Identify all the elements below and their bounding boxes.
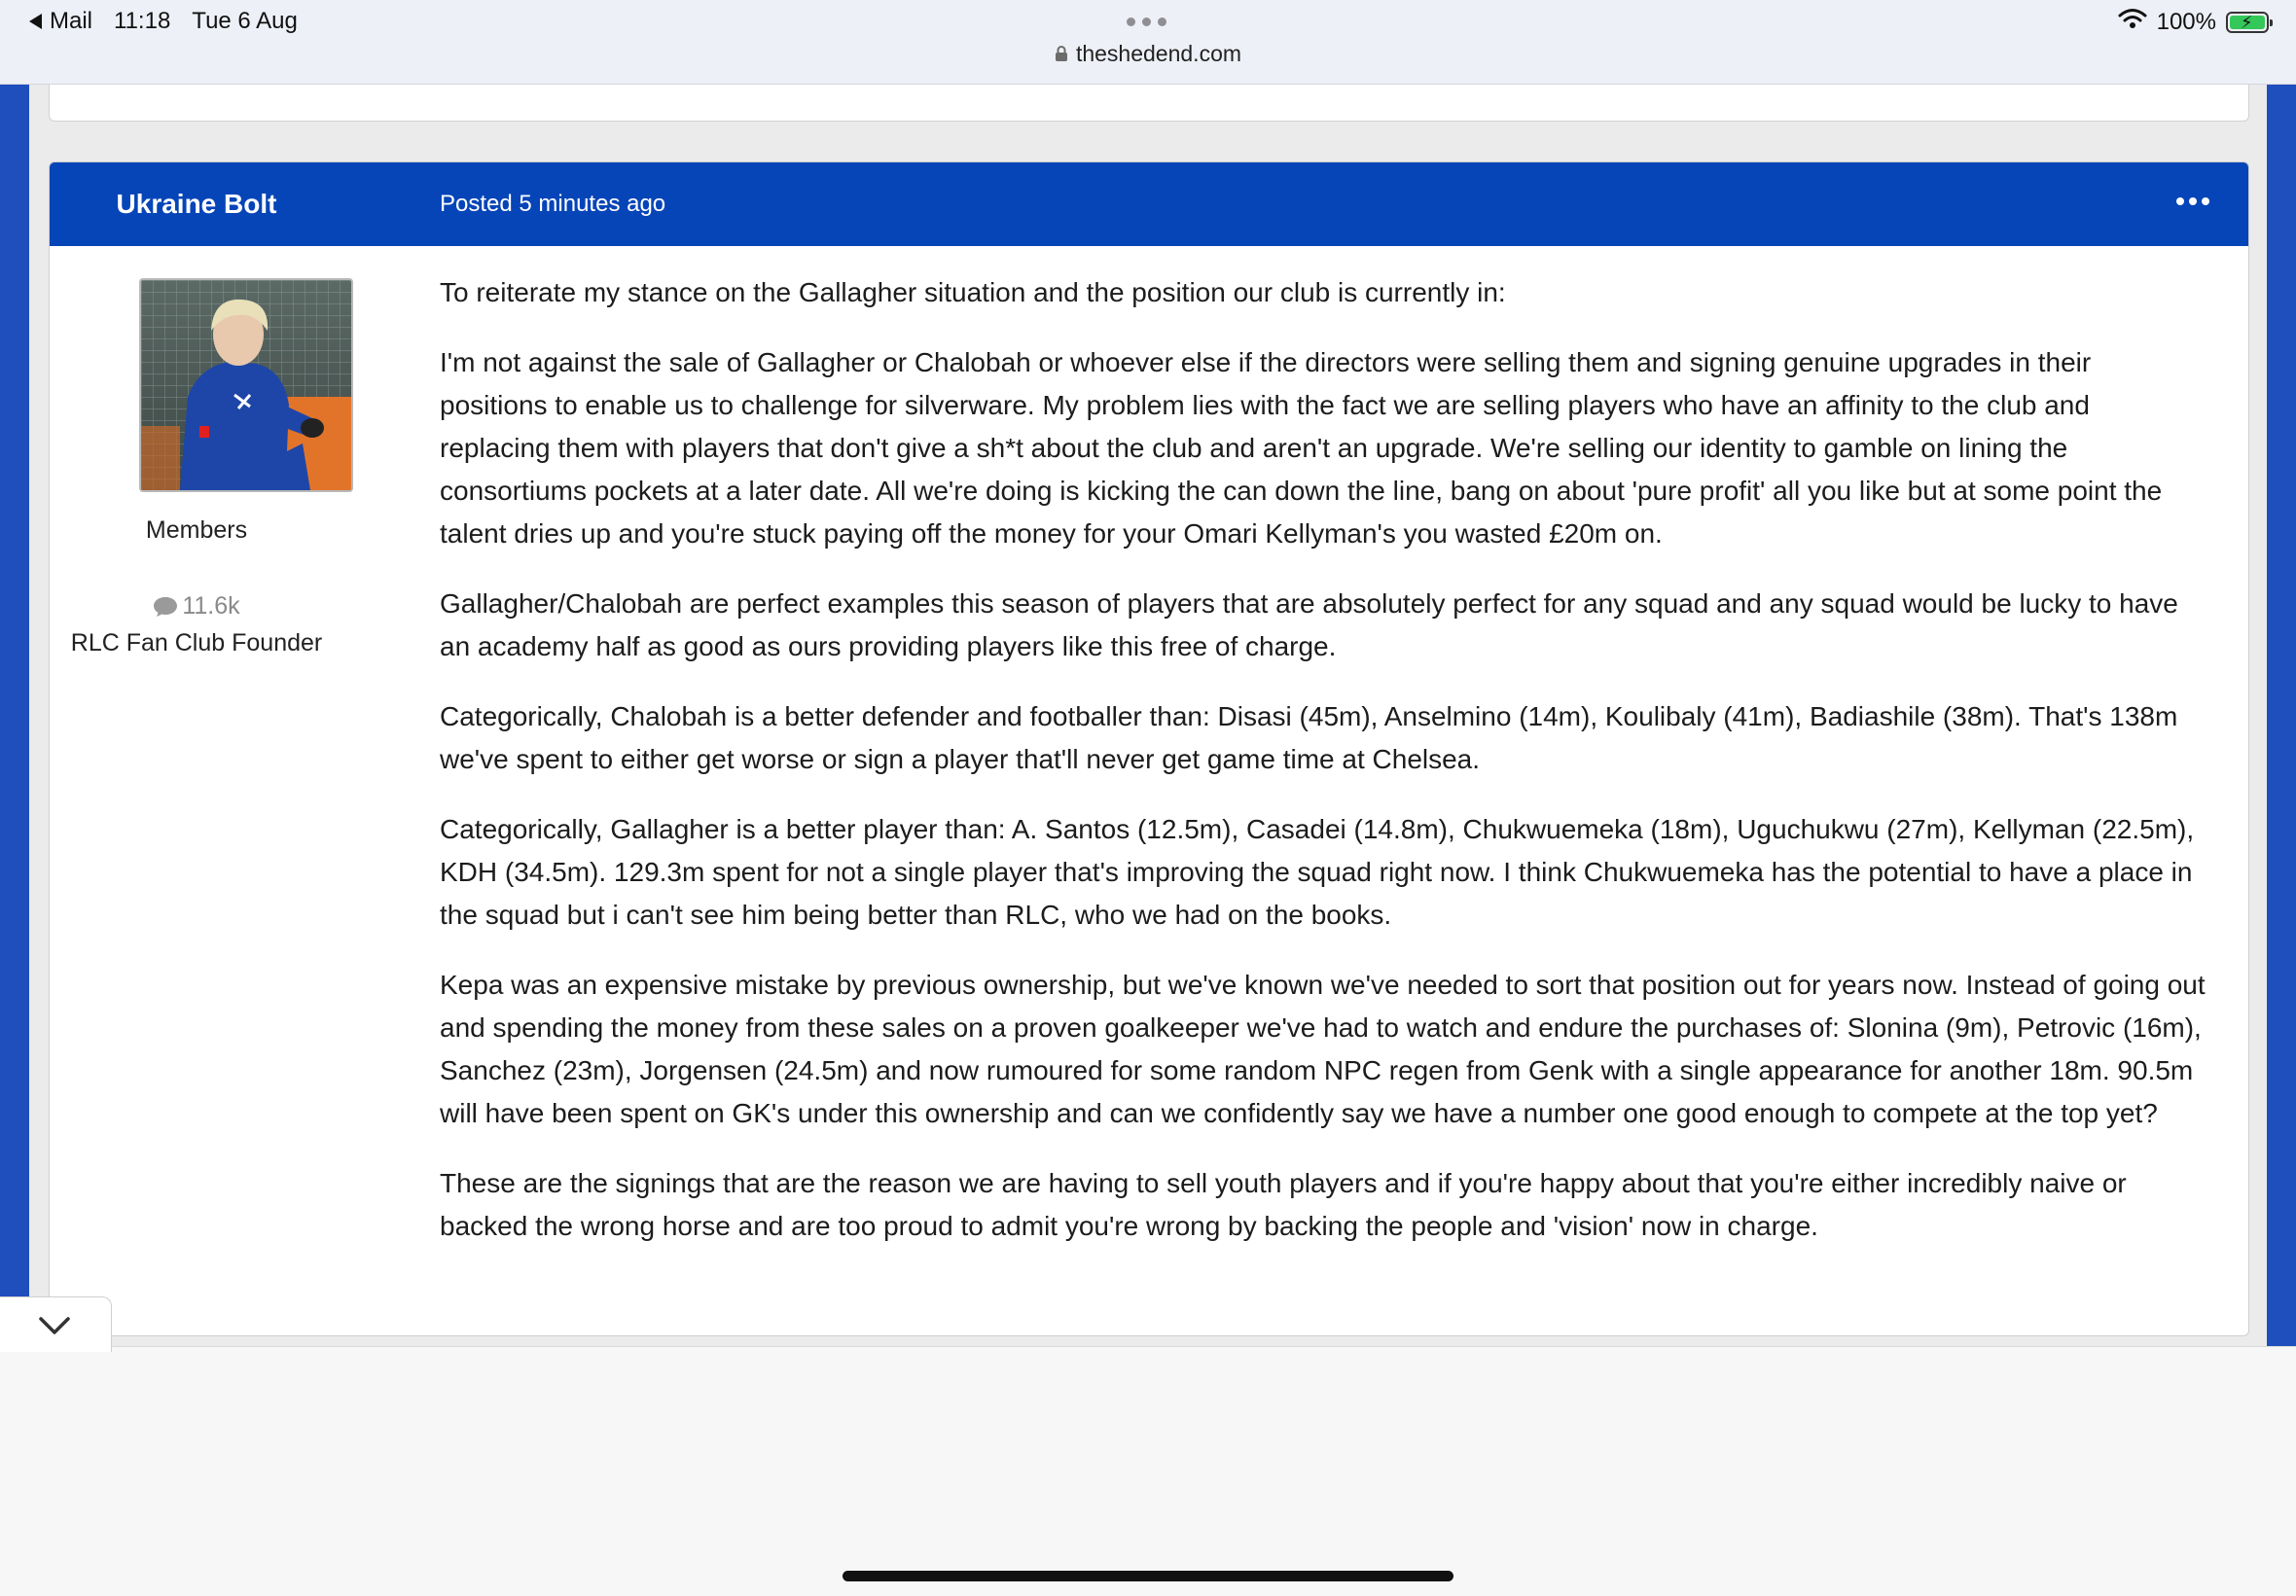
back-triangle-icon <box>29 14 42 29</box>
comment-bubble-icon <box>153 596 178 618</box>
url-text: theshedend.com <box>1075 41 1242 66</box>
post-count-value: 11.6k <box>182 592 240 620</box>
post-content <box>440 271 2206 1275</box>
status-bar-right <box>2118 8 2269 36</box>
post-count <box>50 592 343 621</box>
status-date: Tue 6 Aug <box>192 8 298 34</box>
member-title: RLC Fan Club Founder <box>70 629 323 656</box>
post-paragraph: Categorically, Gallagher is a better player than: A. Santos (12.5m), Casadei (14.8m), Chukwuemeka (18m), Uguchukwu (27m), Kellyman (22.5m), KDH (34.5m). 129.3m spent for not a single player that's improving the squad right now. I think Chukwuemeka has the potential to have a place in the squad but i can't see him being better than RLC, who we had on the books. <box>440 814 2195 930</box>
battery-percent: 100% <box>2156 8 2216 35</box>
home-indicator[interactable] <box>843 1571 1453 1581</box>
collapse-toolbar-button[interactable] <box>0 1296 112 1352</box>
avatar[interactable] <box>139 278 353 492</box>
status-time: 11:18 <box>114 8 171 34</box>
forum-post <box>49 161 2249 1336</box>
post-paragraph: Gallagher/Chalobah are perfect examples this season of players that are absolutely perfect for any squad and any squad would be lucky to have an academy half as good as ours providing players like this free of charge. <box>440 588 2178 661</box>
lock-icon <box>1055 42 1068 68</box>
post-paragraph: Kepa was an expensive mistake by previous ownership, but we've known we've needed to sort that position out for years now. Instead of going out and spending the money from these sales on a proven goalkeeper we've had to watch and endure the purchases of: Slonina (9m), Petrovic (16m), Sanchez (23m), Jorgensen (24.5m) and now rumoured for some random NPC regen from Genk with a single appearance for another 18m. 90.5m will have been spent on GK's under this ownership and can we confidently say we have a number one good enough to compete at the top yet? <box>440 970 2206 1128</box>
wifi-icon <box>2118 8 2147 36</box>
post-paragraph: Categorically, Chalobah is a better defender and footballer than: Disasi (45m), Anselmino (14m), Koulibaly (41m), Badiashile (38m). That's 138m we've spent to either get worse or sign a player that'll never get game time at Chelsea. <box>440 701 2178 774</box>
page-frame-right <box>2267 84 2296 1346</box>
browser-top-bar <box>0 0 2296 85</box>
chevron-down-icon <box>37 1315 72 1336</box>
post-timestamp[interactable]: Posted 5 minutes ago <box>440 191 666 217</box>
back-app-label: Mail <box>50 8 93 34</box>
address-bar[interactable] <box>0 41 2296 68</box>
multitasking-dots-icon[interactable] <box>1127 18 1166 26</box>
post-paragraph: To reiterate my stance on the Gallagher situation and the position our club is currently in: <box>440 277 1506 307</box>
more-dots-icon[interactable] <box>2176 197 2209 205</box>
battery-charging-icon: ⚡ <box>2226 12 2269 33</box>
post-paragraph: These are the signings that are the reason we are having to sell youth players and if you're happy about that you're either incredibly naive or backed the wrong horse and are too proud to admit you're wrong by backing the people and 'vision' now in charge. <box>440 1168 2127 1241</box>
member-group: Members <box>145 516 248 544</box>
keyboard-safe-area <box>0 1346 2296 1596</box>
page-frame-left <box>0 84 29 1346</box>
author-name-link[interactable]: Ukraine Bolt <box>116 189 277 219</box>
status-bar-left <box>29 8 298 35</box>
post-header <box>50 162 2248 246</box>
post-paragraph: I'm not against the sale of Gallagher or Chalobah or whoever else if the directors were selling them and signing genuine upgrades in their positions to enable us to challenge for silverware. My problem lies with the fact we are selling players who have an affinity to the club and replacing them with players that don't give a sh*t about the club and aren't an upgrade. We're selling our identity to gamble on lining the consortiums pockets at a later date. All we're doing is kicking the can down the line, bang on about 'pure profit' all you like but at some point the talent dries up and you're stuck paying off the money for your Omari Kellyman's you wasted £20m on. <box>440 347 2163 549</box>
back-to-app-button[interactable] <box>29 8 92 35</box>
